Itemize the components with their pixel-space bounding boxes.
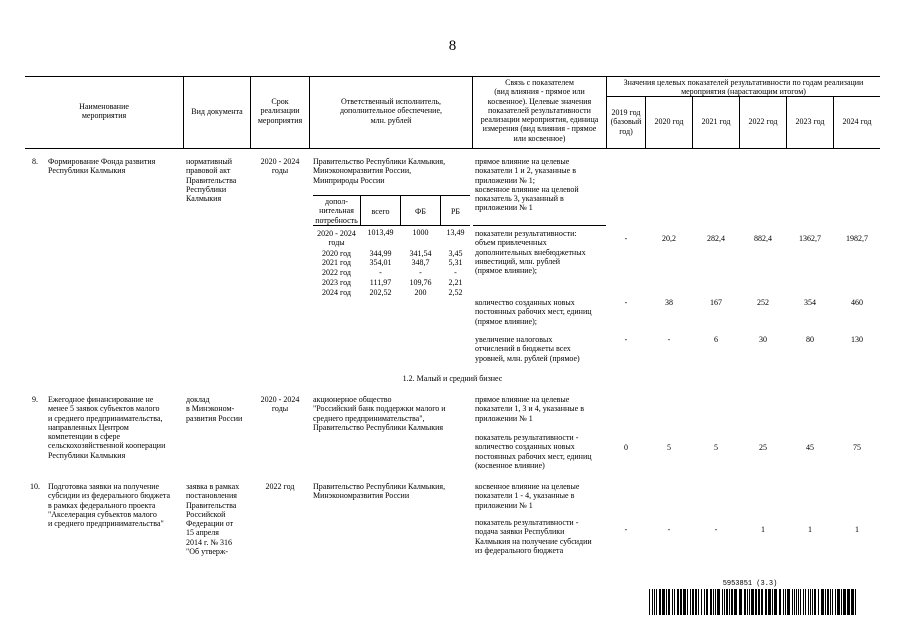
fin-fb: 341,54: [409, 249, 432, 258]
row9-2021: 5: [714, 443, 718, 452]
row10-2024: 1: [855, 525, 859, 534]
row8-ind3-2024: 130: [851, 335, 863, 344]
fin-fb: 109,76: [409, 278, 432, 287]
header-doc-type: Вид документа: [191, 107, 243, 116]
row10-link-intro: косвенное влияние на целевые показатели 1 - 4, указанные в приложении № 1: [475, 482, 580, 510]
row10-2019: -: [624, 525, 628, 534]
row10-name: Подготовка заявки на получение субсидии из федерального бюджета в рамках федерального проекта "Акселерация субъектов малого и среднего предпринимательства": [48, 482, 171, 529]
fin-rb: 2,52: [448, 288, 463, 297]
fin-fb: 1000: [412, 228, 429, 237]
row8-ind2-2020: 38: [665, 298, 673, 307]
row8-number: 8.: [32, 157, 38, 166]
header-bottom-rule: [25, 148, 880, 149]
header-year-2024: 2024 год: [842, 117, 872, 126]
row8-link-intro: прямое влияние на целевые показатели 1 и 2, указанные в приложении № 1; косвенное влияние на целевой показатель 3, указанный в приложении № 1: [475, 157, 579, 213]
header-year-2022: 2022 год: [748, 117, 778, 126]
row8-ind3-2022: 30: [759, 335, 767, 344]
header-indicator-link: Связь с показателем (вид влияния - прямое или косвенное). Целевые значения показателей результативности реализации мероприятия, единица измерения (вид влияния - прямое или косвенное): [480, 78, 599, 143]
fin-fb: 200: [414, 288, 427, 297]
row9-2024: 75: [853, 443, 861, 452]
fin-period: 2021 год: [322, 258, 351, 267]
fin-total: 1013,49: [367, 228, 394, 237]
fin-table-top: [313, 195, 470, 196]
page-number: 8: [448, 38, 457, 54]
row9-2020: 5: [667, 443, 671, 452]
row9-number: 9.: [32, 395, 38, 404]
header-year-2019: 2019 год (базовый год): [610, 108, 642, 136]
row8-ind2-2023: 354: [804, 298, 816, 307]
row8-term: 2020 - 2024 годы: [260, 157, 300, 176]
row8-ind1-2019: -: [624, 234, 628, 243]
row10-number: 10.: [30, 482, 40, 491]
row10-2020: -: [667, 525, 671, 534]
fin-rb: 3,45: [448, 249, 463, 258]
row10-2021: -: [714, 525, 718, 534]
header-year-2021: 2021 год: [701, 117, 731, 126]
row8-link-separator: [473, 225, 606, 226]
row10-executor: Правительство Республики Калмыкия, Минэкономразвития России: [313, 482, 446, 501]
row9-name: Ежегодное финансирование не менее 5 заявок субъектов малого и среднего предпринимательства, направленных Центром компетенции в сфере сельскохозяйственной кооперации Республики Калмыкия: [48, 395, 166, 460]
row8-ind3-2021: 6: [714, 335, 718, 344]
row9-2023: 45: [806, 443, 814, 452]
fin-header-rb: РБ: [450, 207, 461, 216]
row10-indicator: показатель результативности - подача заявки Республики Калмыкия на получение субсидии из федерального бюджета: [475, 518, 592, 555]
fin-period: 2020 - 2024 годы: [317, 229, 356, 248]
fin-header-fb: ФБ: [415, 207, 426, 216]
row8-name: Формирование Фонда развития Республики Калмыкия: [48, 157, 156, 176]
row8-ind2-2019: -: [624, 298, 628, 307]
fin-rb: -: [454, 268, 457, 277]
header-name: Наименование мероприятия: [79, 102, 129, 121]
row9-term: 2020 - 2024 годы: [260, 395, 300, 414]
barcode-image: [649, 589, 857, 615]
fin-period: 2022 год: [322, 268, 351, 277]
fin-table-header-bottom: [313, 225, 470, 226]
fin-rb: 2,21: [448, 278, 463, 287]
row9-indicator: показатель результативности - количество созданных новых постоянных рабочих мест, единиц (косвенное влияние): [475, 433, 592, 470]
fin-total: 202,52: [369, 288, 392, 297]
row10-2022: 1: [761, 525, 765, 534]
row8-ind3-2019: -: [624, 335, 628, 344]
fin-period: 2024 год: [322, 288, 351, 297]
fin-period: 2023 год: [322, 278, 351, 287]
row8-ind2-2021: 167: [710, 298, 722, 307]
row8-ind1-2020: 20,2: [662, 234, 676, 243]
row8-ind1-2023: 1362,7: [799, 234, 821, 243]
row8-ind2-2022: 252: [757, 298, 769, 307]
fin-header-need: допол- нительная потребность: [315, 197, 358, 225]
row9-executor: акционерное общество "Российский банк поддержки малого и среднего предпринимательства", Правительство Республики Калмыкия: [313, 395, 446, 432]
fin-rb: 5,31: [448, 258, 463, 267]
row9-2019: 0: [624, 443, 628, 452]
row8-indicator-2: количество созданных новых постоянных рабочих мест, единиц (прямое влияние);: [475, 298, 592, 326]
fin-total: 111,97: [369, 278, 392, 287]
row8-executor: Правительство Республики Калмыкия, Минэкономразвития России, Минприроды России: [313, 157, 446, 185]
row10-2023: 1: [808, 525, 812, 534]
row8-ind1-2024: 1982,7: [846, 234, 868, 243]
header-year-2020: 2020 год: [654, 117, 684, 126]
row8-ind3-2020: -: [667, 335, 671, 344]
fin-fb: -: [419, 268, 422, 277]
header-executor: Ответственный исполнитель, дополнительное обеспечение, млн. рублей: [339, 97, 442, 125]
fin-total: -: [379, 268, 382, 277]
fin-rb: 13,49: [446, 228, 465, 237]
row9-2022: 25: [759, 443, 767, 452]
header-term: Срок реализации мероприятия: [257, 97, 303, 125]
row8-ind3-2023: 80: [806, 335, 814, 344]
section-title: 1.2. Малый и средний бизнес: [402, 374, 503, 383]
row8-indicator-3: увеличение налоговых отчислений в бюджеты всех уровней, млн. рублей (прямое): [475, 335, 580, 363]
header-values: Значения целевых показателей результативности по годам реализации мероприятия (нарастающим итогом): [623, 78, 864, 97]
fin-header-total: всего: [371, 207, 390, 216]
fin-period: 2020 год: [322, 249, 351, 258]
fin-total: 354,01: [369, 258, 392, 267]
fin-fb: 348,7: [411, 258, 430, 267]
row9-link-intro: прямое влияние на целевые показатели 1, 3 и 4, указанные в приложении № 1: [475, 395, 584, 423]
row8-doc-type: нормативный правовой акт Правительства Республики Калмыкия: [186, 157, 237, 204]
row9-doc-type: доклад в Минэконом- развития России: [186, 395, 243, 423]
barcode-number: 5953851 (3.3): [722, 580, 778, 588]
row10-term: 2022 год: [265, 482, 295, 491]
row8-ind1-2022: 882,4: [754, 234, 772, 243]
fin-total: 344,99: [369, 249, 392, 258]
row8-indicator-1: показатели результативности: объем привлеченных дополнительных внебюджетных инвестиций, млн. рублей (прямое влияние);: [475, 229, 586, 276]
row8-ind2-2024: 460: [851, 298, 863, 307]
header-top-rule: [25, 76, 880, 77]
row8-ind1-2021: 282,4: [707, 234, 725, 243]
row10-doc-type: заявка в рамках постановления Правительства Российской Федерации от 15 апреля 2014 г. № 316 "Об утверж-: [186, 482, 240, 557]
header-year-2023: 2023 год: [795, 117, 825, 126]
